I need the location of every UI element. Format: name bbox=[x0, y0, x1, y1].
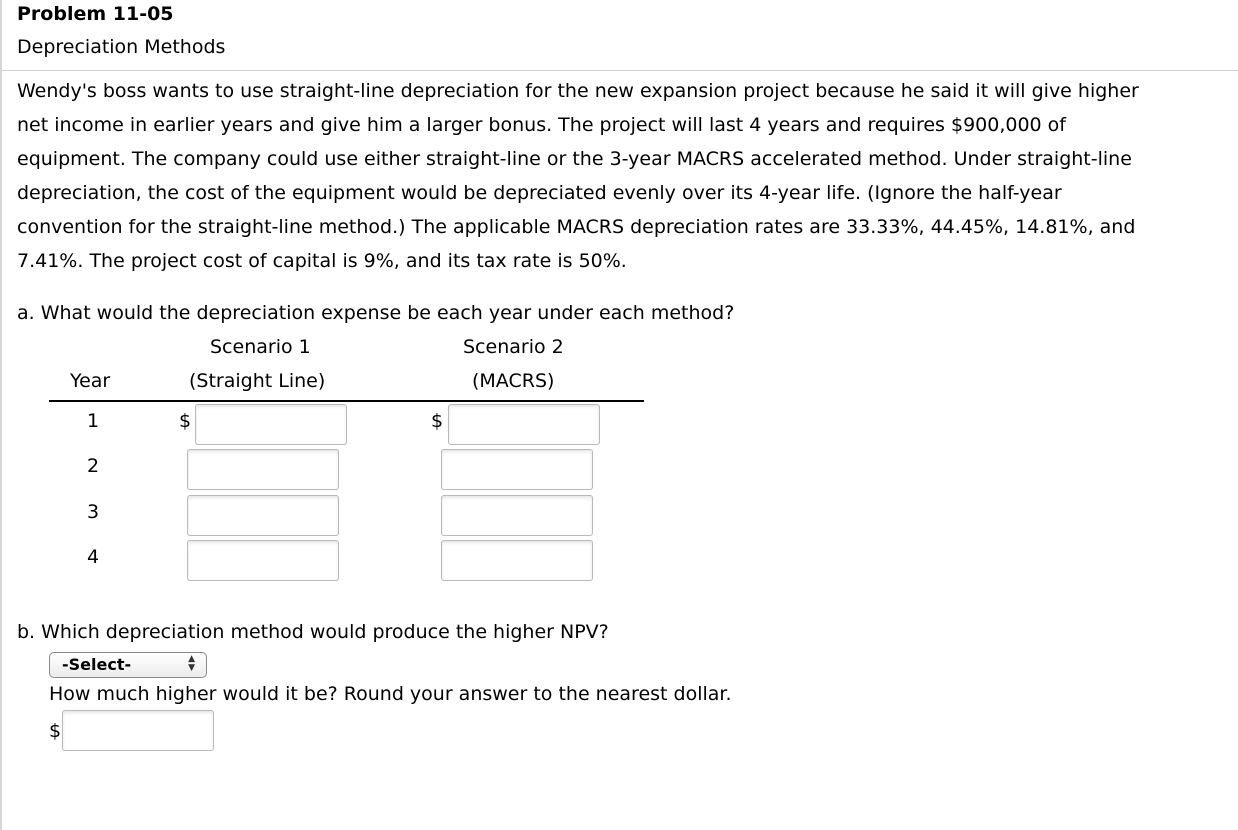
year-cell: 1 bbox=[86, 410, 100, 432]
problem-statement-line: convention for the straight-line method.) The applicable MACRS depreciation rates are 33.33%, 44.45%, 14.81%, and bbox=[17, 216, 1136, 238]
dollar-sign: $ bbox=[431, 410, 444, 432]
straight-line-year-1-input[interactable] bbox=[195, 404, 347, 445]
macrs-year-3-input[interactable] bbox=[441, 495, 593, 536]
problem-subtitle: Depreciation Methods bbox=[17, 36, 226, 58]
year-cell: 3 bbox=[86, 501, 100, 523]
year-column-header: Year bbox=[70, 370, 111, 392]
scenario2-subheader: (MACRS) bbox=[472, 370, 555, 392]
problem-statement-line: Wendy's boss wants to use straight-line depreciation for the new expansion project because he said it will give higher bbox=[17, 80, 1139, 102]
macrs-year-4-input[interactable] bbox=[441, 540, 593, 581]
table-header-rule bbox=[49, 400, 644, 402]
year-cell: 2 bbox=[86, 455, 100, 477]
npv-difference-input[interactable] bbox=[62, 710, 214, 751]
problem-statement-line: depreciation, the cost of the equipment would be depreciated evenly over its 4-year life. (Ignore the half-year bbox=[17, 182, 1062, 204]
problem-title: Problem 11-05 bbox=[17, 3, 174, 25]
updown-arrows-icon: ▲ ▼ bbox=[188, 654, 195, 673]
part-b-followup: How much higher would it be? Round your answer to the nearest dollar. bbox=[49, 683, 732, 705]
straight-line-year-4-input[interactable] bbox=[187, 540, 339, 581]
year-cell: 4 bbox=[86, 546, 100, 568]
dollar-sign: $ bbox=[179, 410, 192, 432]
method-select-value: -Select- bbox=[62, 655, 132, 674]
macrs-year-2-input[interactable] bbox=[441, 449, 593, 490]
scenario1-header: Scenario 1 bbox=[210, 336, 311, 358]
straight-line-year-3-input[interactable] bbox=[187, 495, 339, 536]
scenario1-subheader: (Straight Line) bbox=[189, 370, 326, 392]
straight-line-year-2-input[interactable] bbox=[187, 449, 339, 490]
problem-statement-line: 7.41%. The project cost of capital is 9%, and its tax rate is 50%. bbox=[17, 250, 627, 272]
part-a-question: a. What would the depreciation expense be each year under each method? bbox=[17, 302, 735, 324]
scenario2-header: Scenario 2 bbox=[463, 336, 564, 358]
dollar-sign: $ bbox=[49, 720, 62, 742]
problem-statement-line: net income in earlier years and give him a larger bonus. The project will last 4 years and requires $900,000 of bbox=[17, 114, 1066, 136]
problem-statement-line: equipment. The company could use either straight-line or the 3-year MACRS accelerated method. Under straight-line bbox=[17, 148, 1132, 170]
problem-header bbox=[2, 0, 1238, 71]
macrs-year-1-input[interactable] bbox=[448, 404, 600, 445]
part-b-question: b. Which depreciation method would produce the higher NPV? bbox=[17, 621, 609, 643]
method-select[interactable] bbox=[49, 652, 207, 678]
problem-statement bbox=[17, 74, 1227, 278]
